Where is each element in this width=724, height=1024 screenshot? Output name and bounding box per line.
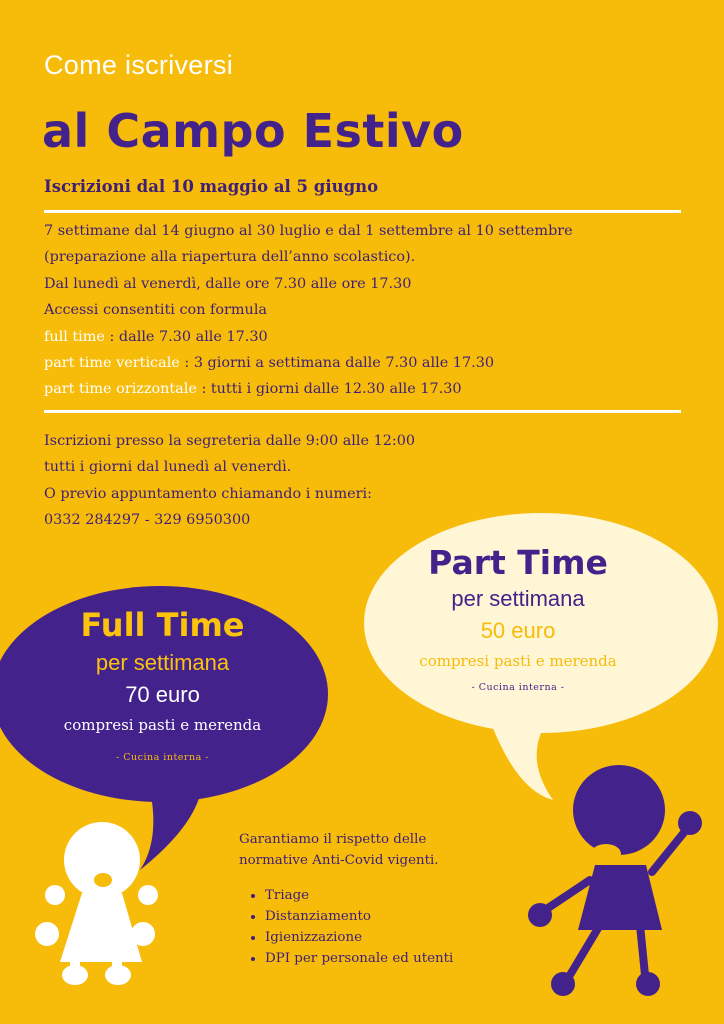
list-item: • Distanziamento <box>265 906 453 927</box>
schedule-info <box>44 218 573 403</box>
part-time-card <box>368 543 668 693</box>
schedule-line: (preparazione alla riapertura dell’anno scolastico). <box>44 249 416 266</box>
full-time-card <box>0 606 325 763</box>
schedule-line: Accessi consentiti con formula <box>44 302 268 319</box>
covid-line: normative Anti-Covid vigenti. <box>239 853 439 868</box>
part-time-per: per settimana <box>451 586 585 611</box>
option-label: part time orizzontale <box>44 381 197 398</box>
child-figure-white <box>35 822 158 985</box>
part-time-includes: compresi pasti e merenda <box>419 652 617 670</box>
schedule-line: 7 settimane dal 14 giugno al 30 luglio e dal 1 settembre al 10 settembre <box>44 223 573 239</box>
list-item: • Triage <box>265 885 453 906</box>
option-text: : tutti i giorni dalle 12.30 alle 17.30 <box>196 381 462 398</box>
contact-info <box>44 428 415 534</box>
full-time-includes: compresi pasti e merenda <box>63 716 262 734</box>
divider-top <box>44 210 681 213</box>
divider-bottom <box>44 410 681 413</box>
part-time-title: Part Time <box>428 543 608 582</box>
contact-line: Iscrizioni presso la segreteria dalle 9:00 alle 12:00 <box>44 433 416 449</box>
schedule-line: Dal lunedì al venerdì, dalle ore 7.30 alle ore 17.30 <box>44 275 412 292</box>
part-time-price: 50 euro <box>480 618 556 643</box>
full-time-per: per settimana <box>95 650 230 675</box>
covid-line: Garantiamo il rispetto delle <box>239 832 427 847</box>
option-label: full time <box>44 328 105 345</box>
phone-numbers: 0332 284297 - 329 6950300 <box>44 512 251 529</box>
enrollment-dates: Iscrizioni dal 10 maggio al 5 giugno <box>44 177 379 196</box>
covid-notice <box>239 829 453 969</box>
full-time-title: Full Time <box>80 606 245 644</box>
option-text: : 3 giorni a settimana dalle 7.30 alle 17.30 <box>179 355 495 372</box>
contact-line: O previo appuntamento chiamando i numeri: <box>44 485 372 502</box>
list-item: • Igienizzazione <box>265 927 453 948</box>
part-time-kitchen: - Cucina interna - <box>471 682 565 693</box>
option-part-time-orizzontale <box>44 376 573 402</box>
option-full-time <box>44 324 573 350</box>
page-title: al Campo Estivo <box>42 104 464 158</box>
contact-line: tutti i giorni dal lunedì al venerdì. <box>44 459 292 476</box>
option-label: part time verticale <box>44 355 180 372</box>
covid-list <box>239 885 453 969</box>
option-part-time-verticale <box>44 350 573 376</box>
list-item: • DPI per personale ed utenti <box>265 948 453 969</box>
full-time-price: 70 euro <box>125 682 200 707</box>
child-figure-purple <box>528 765 702 996</box>
option-text: : dalle 7.30 alle 17.30 <box>104 328 268 345</box>
subtitle: Come iscriversi <box>44 50 234 80</box>
full-time-kitchen: - Cucina interna - <box>116 752 209 763</box>
